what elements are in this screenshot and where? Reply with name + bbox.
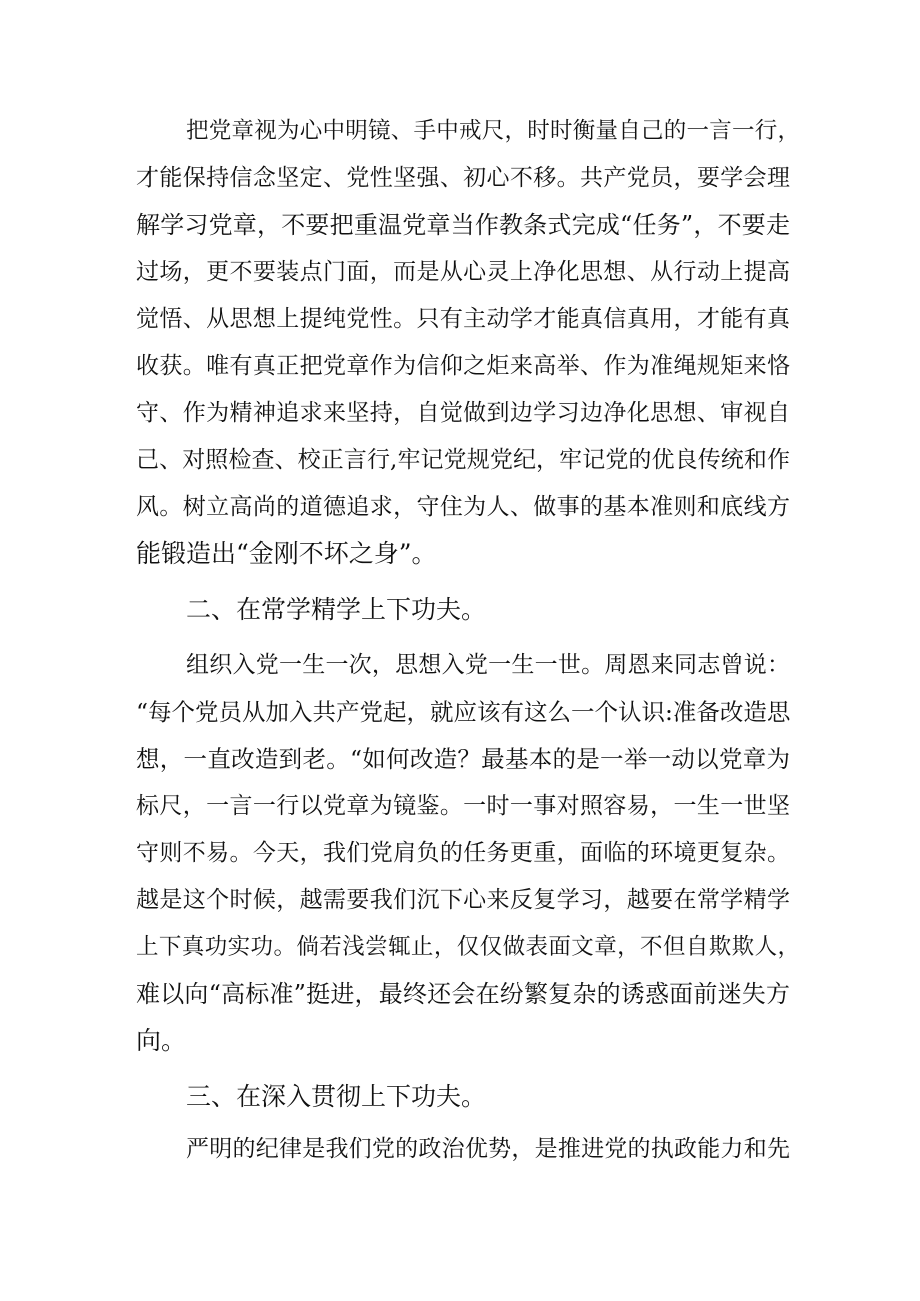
paragraph-line: 想，一直改造到老。“如何改造？最基本的是一举一动以党章为 (136, 745, 790, 773)
paragraph-line: 解学习党章，不要把重温党章当作教条式完成“任务”，不要走 (136, 211, 790, 239)
paragraph-line: “每个党员从加入共产党起，就应该有这么一个认识:准备改造思 (136, 698, 791, 726)
paragraph-line: 标尺，一言一行以党章为镜鉴。一时一事对照容易，一生一世坚 (136, 793, 790, 819)
paragraph-line: 守、作为精神追求来坚持，自觉做到边学习边净化思想、审视自 (136, 400, 790, 426)
paragraph-line: 能锻造出“金刚不坏之身”。 (136, 539, 437, 568)
paragraph-line: 己、对照检查、校正言行,牢记党规党纪，牢记党的优良传统和作 (136, 447, 790, 473)
paragraph-line: 越是这个时候，越需要我们沉下心来反复学习，越要在常学精学 (136, 887, 790, 913)
section-heading: 三、在深入贯彻上下功夫。 (186, 1082, 487, 1111)
paragraph-line: 过场，更不要装点门面，而是从心灵上净化思想、从行动上提高 (136, 259, 790, 285)
paragraph-line: 觉悟、从思想上提纯党性。只有主动学才能真信真用，才能有真 (136, 306, 790, 332)
paragraph-line: 才能保持信念坚定、党性坚强、初心不移。共产党员，要学会理 (136, 165, 790, 191)
section-heading: 二、在常学精学上下功夫。 (186, 595, 487, 624)
paragraph-line: 风。树立高尚的道德追求，守住为人、做事的基本准则和底线方 (136, 494, 790, 520)
paragraph-line: 向。 (136, 1026, 187, 1055)
paragraph-line: 组织入党一生一次，思想入党一生一世。周恩来同志曾说： (186, 652, 790, 678)
paragraph-line: 收获。唯有真正把党章作为信仰之炬来高举、作为准绳规矩来恪 (136, 353, 790, 379)
paragraph-line: 难以向“高标准”挺进，最终还会在纷繁复杂的诱惑面前迷失方 (136, 980, 790, 1008)
paragraph-line: 上下真功实功。倘若浅尝辄止，仅仅做表面文章，不但自欺欺人， (136, 934, 800, 960)
paragraph-line: 把党章视为心中明镜、手中戒尺，时时衡量自己的一言一行， (186, 118, 800, 144)
paragraph-line: 守则不易。今天，我们党肩负的任务更重，面临的环境更复杂。 (136, 840, 790, 866)
paragraph-line: 严明的纪律是我们党的政治优势，是推进党的执政能力和先 (186, 1136, 790, 1162)
